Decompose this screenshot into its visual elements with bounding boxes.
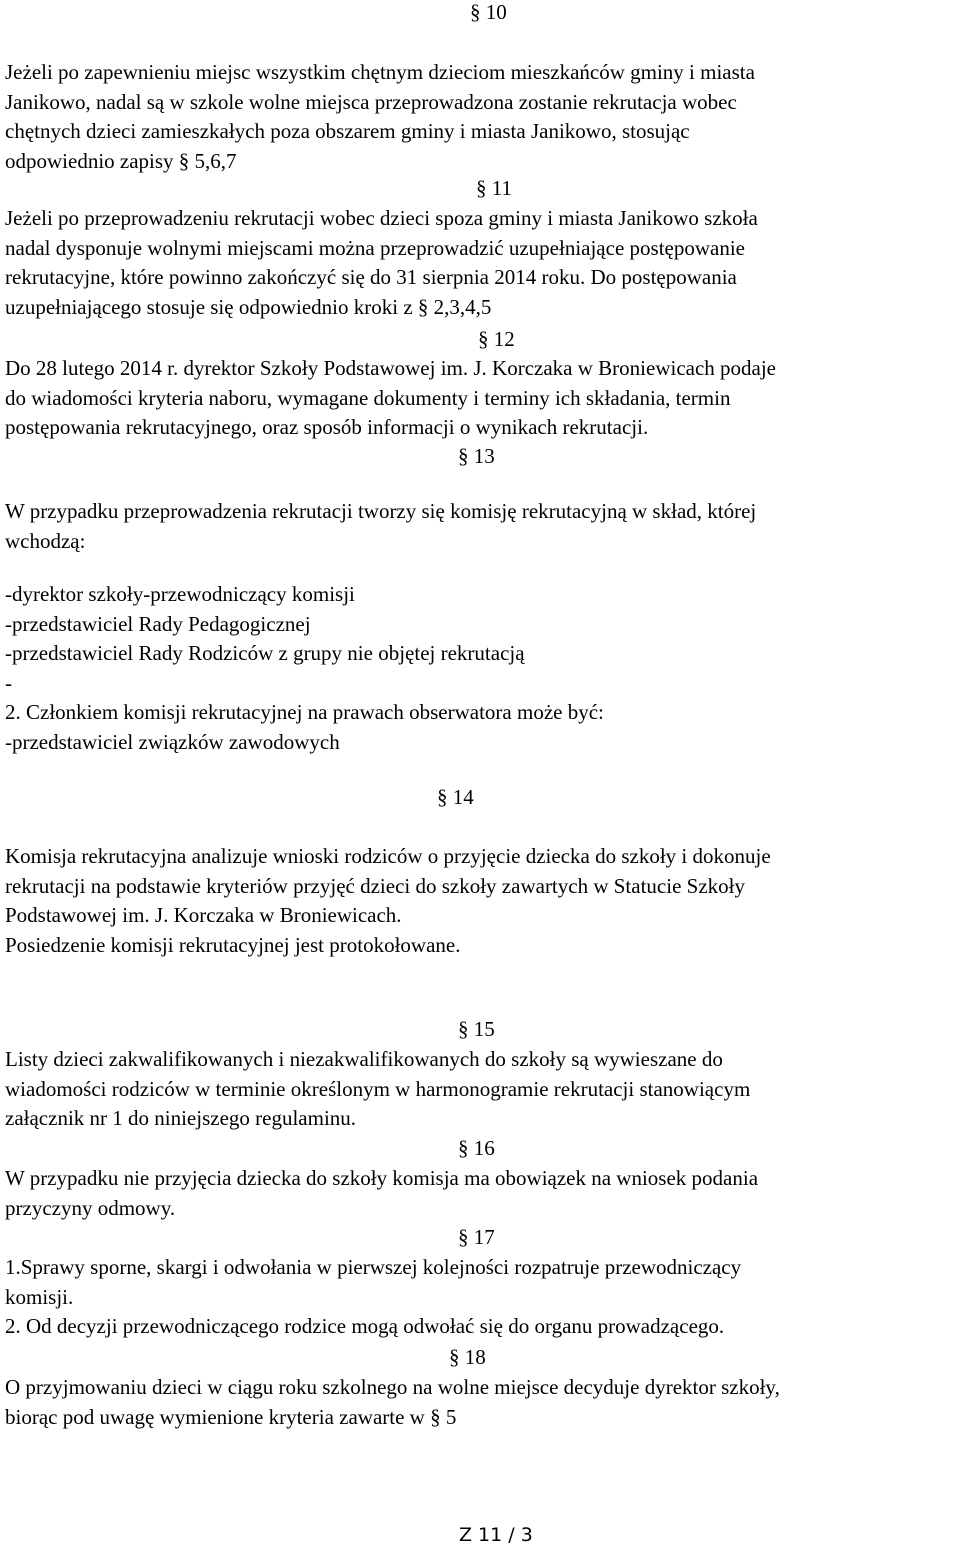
- text-line: uzupełniającego stosuje się odpowiednio kroki z § 2,3,4,5: [5, 294, 492, 319]
- text-line: O przyjmowaniu dzieci w ciągu roku szkolnego na wolne miejsce decyduje dyrektor szkoły,: [5, 1375, 780, 1399]
- text-line: 1.Sprawy sporne, skargi i odwołania w pierwszej kolejności rozpatruje przewodniczący: [5, 1255, 742, 1279]
- paragraph-12: [5, 354, 957, 443]
- text-line: Jeżeli po zapewnieniu miejsc wszystkim chętnym dzieciom mieszkańców gminy i miasta: [5, 60, 755, 84]
- paragraph-16: [5, 1164, 957, 1223]
- text-line: rekrutacji na podstawie kryteriów przyjęć dzieci do szkoły zawartych w Statucie Szkoły: [5, 873, 745, 898]
- text-line: Podstawowej im. J. Korczaka w Broniewicach.: [5, 903, 402, 927]
- list-item: -przedstawiciel Rady Rodziców z grupy nie objętej rekrutacją: [5, 641, 525, 665]
- text-line: Janikowo, nadal są w szkole wolne miejsca przeprowadzona zostanie rekrutacja wobec: [5, 89, 737, 114]
- text-line: wiadomości rodziców w terminie określonym w harmonogramie rekrutacji stanowiącym: [5, 1076, 751, 1101]
- text-line: rekrutacyjne, które powinno zakończyć się do 31 sierpnia 2014 roku. Do postępowania: [5, 265, 737, 289]
- text-line: W przypadku przeprowadzenia rekrutacji tworzy się komisję rekrutacyjną w skład, której: [5, 499, 757, 523]
- paragraph-10: [5, 58, 957, 176]
- list-item: -dyrektor szkoły-przewodniczący komisji: [5, 582, 355, 606]
- section-heading-16: § 16: [458, 1136, 495, 1160]
- section-heading-10: § 10: [470, 0, 507, 24]
- paragraph-11: [5, 204, 957, 322]
- text-line: do wiadomości kryteria naboru, wymagane dokumenty i terminy ich składania, termin: [5, 385, 731, 410]
- text-line: Jeżeli po przeprowadzeniu rekrutacji wobec dzieci spoza gminy i miasta Janikowo szkoła: [5, 206, 758, 230]
- text-line: chętnych dzieci zamieszkałych poza obszarem gminy i miasta Janikowo, stosując: [5, 119, 690, 143]
- section-heading-17: § 17: [458, 1225, 495, 1249]
- paragraph-18: [5, 1373, 957, 1432]
- section-heading-14: § 14: [437, 785, 474, 809]
- text-line: Listy dzieci zakwalifikowanych i niezakwalifikowanych do szkoły są wywieszane do: [5, 1047, 723, 1071]
- text-line: W przypadku nie przyjęcia dziecka do szkoły komisja ma obowiązek na wniosek podania: [5, 1166, 759, 1190]
- list-item: -przedstawiciel związków zawodowych: [5, 729, 340, 754]
- text-line: przyczyny odmowy.: [5, 1195, 176, 1220]
- text-line: wchodzą:: [5, 528, 86, 553]
- text-line: biorąc pod uwagę wymienione kryteria zawarte w § 5: [5, 1404, 457, 1429]
- list-item: 2. Członkiem komisji rekrutacyjnej na prawach obserwatora może być:: [5, 700, 604, 724]
- text-line: załącznik nr 1 do niniejszego regulaminu.: [5, 1106, 357, 1130]
- section-heading-18: § 18: [449, 1345, 486, 1369]
- section-heading-13: § 13: [458, 444, 495, 468]
- list-item: -: [5, 670, 12, 695]
- paragraph-13: [5, 497, 957, 556]
- paragraph-14: [5, 842, 957, 960]
- page-number-footer: Z 11 / 3: [459, 1524, 533, 1546]
- text-line: odpowiednio zapisy § 5,6,7: [5, 148, 237, 173]
- text-line: Komisja rekrutacyjna analizuje wnioski rodziców o przyjęcie dziecka do szkoły i dokonuje: [5, 844, 771, 868]
- text-line: nadal dysponuje wolnymi miejscami można przeprowadzić uzupełniające postępowanie: [5, 235, 745, 260]
- text-line: 2. Od decyzji przewodniczącego rodzice mogą odwołać się do organu prowadzącego.: [5, 1314, 725, 1338]
- text-line: Posiedzenie komisji rekrutacyjnej jest protokołowane.: [5, 932, 461, 957]
- paragraph-17: [5, 1253, 957, 1342]
- section-heading-12: § 12: [478, 327, 515, 351]
- committee-list: [5, 580, 957, 757]
- section-heading-15: § 15: [458, 1017, 495, 1041]
- list-item: -przedstawiciel Rady Pedagogicznej: [5, 611, 311, 636]
- section-heading-11: § 11: [476, 176, 512, 200]
- text-line: komisji.: [5, 1284, 74, 1309]
- paragraph-15: [5, 1045, 957, 1134]
- text-line: Do 28 lutego 2014 r. dyrektor Szkoły Podstawowej im. J. Korczaka w Broniewicach podaje: [5, 356, 777, 380]
- text-line: postępowania rekrutacyjnego, oraz sposób informacji o wynikach rekrutacji.: [5, 415, 649, 439]
